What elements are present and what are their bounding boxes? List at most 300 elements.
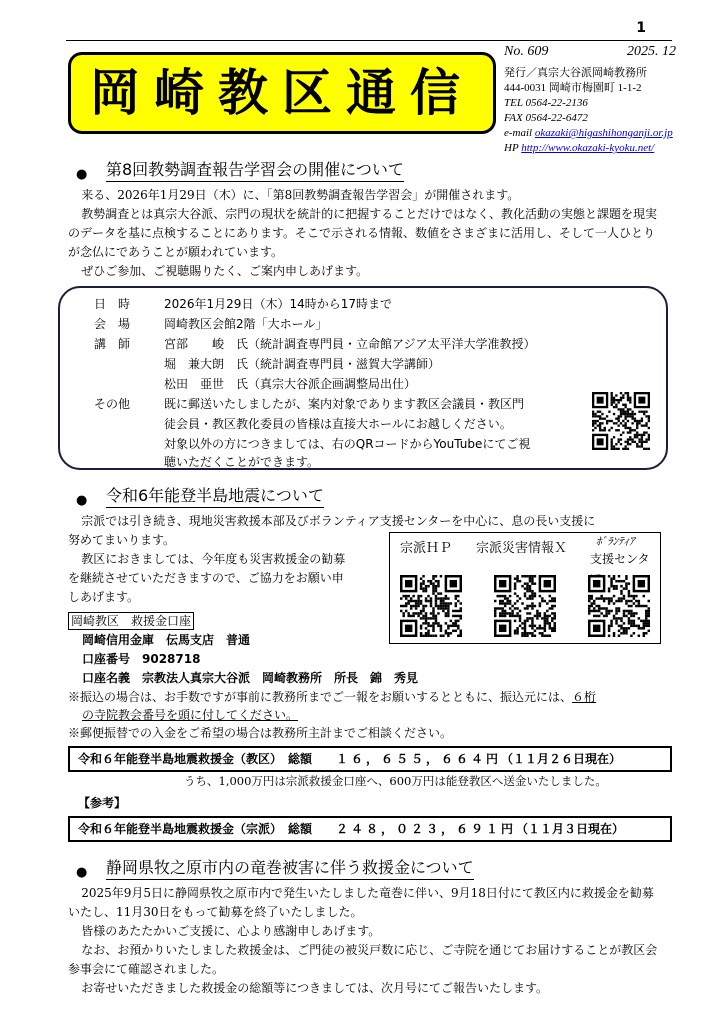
qr-module (611, 392, 613, 394)
qr-module (501, 607, 503, 609)
page-number: 1 (636, 20, 646, 36)
qr-module (412, 600, 414, 602)
qr-module (615, 622, 617, 624)
event-other-line: 徒会員・教区教化委員の皆様は直接大ホールにお越しください。 (164, 417, 512, 431)
qr-module (604, 429, 606, 431)
qr-module (521, 635, 523, 637)
qr-module (551, 600, 553, 602)
event-venue-row (94, 314, 594, 334)
qr-module (524, 635, 526, 637)
qr-module (432, 617, 434, 619)
qr-module (592, 411, 594, 413)
qr-module (452, 615, 454, 617)
qr-module (529, 612, 531, 614)
qr-module (509, 595, 511, 597)
qr-module (615, 448, 617, 450)
qr-module (630, 612, 632, 614)
qr-module (445, 622, 447, 624)
email-label: e-mail (504, 127, 535, 139)
qr-module (615, 406, 617, 408)
qr-module (643, 431, 645, 433)
qr-module (536, 627, 538, 629)
qr-module (643, 441, 645, 443)
qr-module (415, 607, 417, 609)
qr-module (455, 615, 457, 617)
masthead (68, 52, 496, 134)
qr-module (447, 607, 449, 609)
qr-module (633, 597, 635, 599)
qr-module (590, 602, 592, 604)
qr-module (531, 617, 533, 619)
qr-module (613, 413, 615, 415)
qr-module (516, 580, 518, 582)
qr-module (546, 615, 548, 617)
qr-module (608, 625, 610, 627)
qr-module (450, 632, 452, 634)
qr-module (447, 610, 449, 612)
qr-module (605, 597, 607, 599)
qr-module (549, 635, 551, 637)
qr-module (534, 575, 536, 577)
qr-module (440, 602, 442, 604)
qr-module (452, 610, 454, 612)
transfer-note-cont (82, 706, 298, 724)
qr-module (531, 605, 533, 607)
qr-module (430, 597, 432, 599)
qr-module (452, 625, 454, 627)
qr-module (420, 617, 422, 619)
qr-module (422, 610, 424, 612)
qr-module (615, 610, 617, 612)
qr-module (526, 607, 528, 609)
qr-module (425, 600, 427, 602)
qr-module (620, 434, 622, 436)
qr-module (544, 627, 546, 629)
qr-module (549, 625, 551, 627)
qr-module (442, 607, 444, 609)
qr-module (514, 607, 516, 609)
qr-module (526, 597, 528, 599)
qr-module (519, 620, 521, 622)
qr-module (624, 427, 626, 429)
qr-module (648, 615, 650, 617)
qr-module (407, 595, 409, 597)
qr-module (407, 615, 409, 617)
qr-module (422, 607, 424, 609)
qr-module (595, 615, 597, 617)
qr-module (629, 431, 631, 433)
event-lecturer-row (164, 354, 594, 374)
qr-module (440, 635, 442, 637)
qr-module (440, 630, 442, 632)
qr-module (427, 622, 429, 624)
qr-module (554, 615, 556, 617)
qr-module (494, 610, 496, 612)
qr-module (635, 612, 637, 614)
qr-module (618, 418, 620, 420)
qr-module (590, 597, 592, 599)
qr-module (622, 394, 624, 396)
qr-module (622, 413, 624, 415)
qr-module (628, 592, 630, 594)
qr-module (425, 605, 427, 607)
qr-module (613, 617, 615, 619)
qr-module (638, 580, 645, 587)
qr-module (624, 448, 626, 450)
volunteer-qr-code[interactable] (588, 575, 650, 637)
qr-module (618, 401, 620, 403)
qr-module (645, 632, 647, 634)
qr-module (440, 607, 442, 609)
qr-module (539, 595, 541, 597)
qr-module (455, 620, 457, 622)
section2-paragraph-line: 教区におきましては、今年度も災害救援金の勧募 (81, 552, 346, 566)
qr-module (594, 427, 596, 429)
qr-module (623, 612, 625, 614)
qr-module (460, 610, 462, 612)
qr-module (633, 622, 635, 624)
qr-module (630, 620, 632, 622)
qr-module (633, 632, 635, 634)
event-other-label: その他 (94, 397, 131, 411)
qr-module (450, 602, 452, 604)
qr-module (526, 620, 528, 622)
qr-module (618, 408, 620, 410)
qr-module (417, 605, 419, 607)
qr-module (417, 597, 419, 599)
qr-module (599, 415, 601, 417)
qr-module (623, 615, 625, 617)
qr-module (457, 595, 459, 597)
event-date: 2026年1月29日（木）14時から17時まで (164, 297, 392, 311)
qr-module (526, 632, 528, 634)
qr-module (554, 625, 556, 627)
qr-module (643, 625, 645, 627)
qr-module (529, 597, 531, 599)
transfer-note (68, 688, 596, 706)
qr-module (519, 625, 521, 627)
qr-module (549, 627, 551, 629)
qr-module (402, 595, 404, 597)
qr-module (618, 448, 620, 450)
qr-module (494, 607, 496, 609)
qr-module (410, 605, 412, 607)
qr-module (620, 620, 622, 622)
qr-module (437, 582, 439, 584)
qr-module (541, 600, 543, 602)
qr-module (628, 610, 630, 612)
qr-module (624, 424, 626, 426)
qr-module (524, 592, 526, 594)
qr-module (544, 622, 546, 624)
qr-module (608, 590, 610, 592)
qr-module (442, 605, 444, 607)
qr-module (430, 605, 432, 607)
qr-module (595, 597, 597, 599)
qr-module (638, 600, 640, 602)
qr-module (435, 575, 437, 577)
qr-module (440, 592, 442, 594)
qr-module (407, 612, 409, 614)
qr-module (412, 615, 414, 617)
qr-module (501, 612, 503, 614)
qr-module (445, 607, 447, 609)
qr-module (615, 600, 617, 602)
qr-module (447, 605, 449, 607)
qr-module (435, 580, 437, 582)
qr-module (519, 615, 521, 617)
qr-module (588, 595, 590, 597)
qr-module (450, 620, 452, 622)
qr-module (531, 592, 533, 594)
qr-module (611, 427, 613, 429)
section3-paragraph: お寄せいただきました救援金の総額等につきましては、次月号にてご報告いたします。 (81, 981, 548, 995)
qr-module (514, 585, 516, 587)
qr-module (645, 605, 647, 607)
qr-module (420, 610, 422, 612)
qr-module (641, 436, 643, 438)
qr-module (601, 429, 603, 431)
qr-module (648, 620, 650, 622)
qr-module (640, 620, 642, 622)
qr-module (546, 617, 548, 619)
qr-module (622, 404, 624, 406)
qr-module (534, 625, 536, 627)
publisher-hp-row (504, 141, 684, 156)
qr-module (597, 438, 604, 445)
qr-module (506, 597, 508, 599)
x-qr-code[interactable] (494, 575, 556, 637)
qr-module (504, 605, 506, 607)
qr-module (611, 397, 613, 399)
qr-module (630, 600, 632, 602)
qr-module (524, 625, 526, 627)
qr-module (630, 625, 632, 627)
qr-module (511, 612, 513, 614)
qr-module (432, 575, 434, 577)
x-link-label: 宗派災害情報Ｘ (476, 541, 568, 556)
qr-module (420, 587, 422, 589)
qr-module (592, 424, 594, 426)
qr-module (549, 595, 551, 597)
qr-module (638, 627, 640, 629)
qr-module (554, 605, 556, 607)
qr-module (641, 424, 643, 426)
account-name: 口座名義 宗教法人真宗大谷派 岡崎教務所 所長 錦 秀見 (82, 671, 419, 685)
qr-module (447, 625, 449, 627)
sect-total-box (68, 816, 672, 842)
qr-module (620, 627, 622, 629)
qr-module (551, 617, 553, 619)
event-lecturer: 宮部 峻 氏（統計調査専門員・立命館アジア太平洋大学准教授） (164, 337, 536, 351)
qr-module (620, 597, 622, 599)
qr-module (544, 620, 546, 622)
qr-module (420, 635, 422, 637)
hp-link[interactable]: http://www.okazaki-kyoku.net/ (521, 142, 655, 154)
qr-module (417, 615, 419, 617)
qr-module (455, 605, 457, 607)
qr-module (615, 587, 617, 589)
qr-module (425, 627, 427, 629)
qr-module (437, 625, 439, 627)
qr-module (588, 597, 590, 599)
qr-module (588, 607, 590, 609)
qr-module (549, 607, 551, 609)
qr-module (615, 399, 617, 401)
qr-module (629, 443, 631, 445)
qr-module (529, 575, 531, 577)
qr-module (445, 632, 447, 634)
qr-module (611, 448, 613, 450)
qr-module (410, 597, 412, 599)
event-other-line: 聴いただくことができます。 (164, 455, 320, 469)
qr-module (447, 615, 449, 617)
qr-module (613, 406, 615, 408)
qr-module (648, 612, 650, 614)
qr-module (592, 413, 594, 415)
email-link[interactable]: okazaki@higashihonganji.or.jp (534, 127, 673, 139)
qr-module (442, 610, 444, 612)
qr-module (435, 617, 437, 619)
qr-module (598, 615, 600, 617)
transfer-note-text: ※振込の場合は、お手数ですが事前に教務所までご一報をお願いするとともに、振込元には、 (68, 690, 573, 704)
qr-module (435, 635, 437, 637)
qr-module (645, 622, 647, 624)
qr-module (447, 627, 449, 629)
qr-module (633, 595, 635, 597)
qr-module (636, 434, 638, 436)
qr-module (554, 597, 556, 599)
qr-module (516, 632, 518, 634)
qr-module (541, 635, 543, 637)
qr-module (417, 595, 419, 597)
qr-module (611, 441, 613, 443)
qr-module (546, 602, 548, 604)
qr-module (645, 448, 647, 450)
qr-module (435, 605, 437, 607)
qr-module (554, 617, 556, 619)
qr-module (627, 394, 629, 396)
qr-module (625, 615, 627, 617)
qr-module (629, 413, 631, 415)
qr-module (618, 607, 620, 609)
qr-module (531, 627, 533, 629)
qr-module (636, 431, 638, 433)
qr-module (601, 422, 603, 424)
qr-module (629, 427, 631, 429)
qr-module (539, 625, 541, 627)
qr-module (623, 597, 625, 599)
issue-number: No. 609 (504, 44, 549, 59)
qr-module (613, 577, 615, 579)
qr-module (634, 441, 636, 443)
qr-module (536, 615, 538, 617)
qr-module (634, 429, 636, 431)
qr-module (620, 413, 622, 415)
account-number: 口座番号 9028718 (82, 652, 201, 666)
youtube-qr-code[interactable] (592, 392, 650, 450)
qr-module (648, 427, 650, 429)
qr-module (624, 441, 626, 443)
qr-module (529, 577, 531, 579)
qr-module (628, 595, 630, 597)
qr-module (631, 411, 633, 413)
qr-module (608, 630, 610, 632)
section1-title: 第8回教勢調査報告学習会の開催について (106, 160, 404, 182)
event-venue-label: 会 場 (94, 317, 131, 331)
reference-total-amount: ２４８，０２３，６９１円 (336, 822, 517, 836)
qr-module (605, 612, 607, 614)
hp-qr-code[interactable] (400, 575, 462, 637)
qr-module (627, 413, 629, 415)
top-rule (66, 40, 672, 41)
qr-module (452, 630, 454, 632)
qr-module (529, 580, 531, 582)
qr-module (432, 590, 434, 592)
qr-module (631, 422, 633, 424)
qr-module (430, 602, 432, 604)
qr-module (514, 582, 516, 584)
qr-module (405, 625, 412, 632)
section1-body (68, 186, 662, 281)
qr-module (514, 630, 516, 632)
qr-module (442, 597, 444, 599)
qr-module (427, 585, 429, 587)
qr-module (430, 600, 432, 602)
qr-module (638, 438, 640, 440)
qr-module (597, 424, 599, 426)
qr-module (529, 605, 531, 607)
qr-module (460, 615, 462, 617)
qr-module (608, 635, 610, 637)
qr-module (534, 630, 536, 632)
qr-module (597, 411, 599, 413)
qr-module (541, 617, 543, 619)
qr-module (504, 615, 506, 617)
qr-module (526, 575, 528, 577)
qr-module (625, 600, 627, 602)
qr-module (499, 615, 501, 617)
publisher-info (504, 66, 684, 156)
qr-module (531, 582, 533, 584)
qr-module (427, 630, 429, 632)
qr-module (636, 427, 638, 429)
qr-module (631, 429, 633, 431)
qr-module (627, 427, 629, 429)
qr-module (427, 600, 429, 602)
qr-module (524, 595, 526, 597)
qr-module (435, 597, 437, 599)
qr-module (432, 582, 434, 584)
qr-module (611, 443, 613, 445)
qr-module (447, 612, 449, 614)
qr-module (643, 595, 645, 597)
qr-module (422, 615, 424, 617)
qr-module (623, 630, 625, 632)
qr-module (445, 615, 447, 617)
qr-module (407, 602, 409, 604)
qr-module (627, 399, 629, 401)
qr-module (588, 605, 590, 607)
qr-module (549, 615, 551, 617)
qr-module (526, 605, 528, 607)
qr-module (625, 577, 627, 579)
account-title: 岡崎教区 救援金口座 (68, 612, 194, 630)
qr-module (645, 415, 647, 417)
qr-module (618, 424, 620, 426)
qr-module (643, 632, 645, 634)
qr-module (588, 612, 590, 614)
